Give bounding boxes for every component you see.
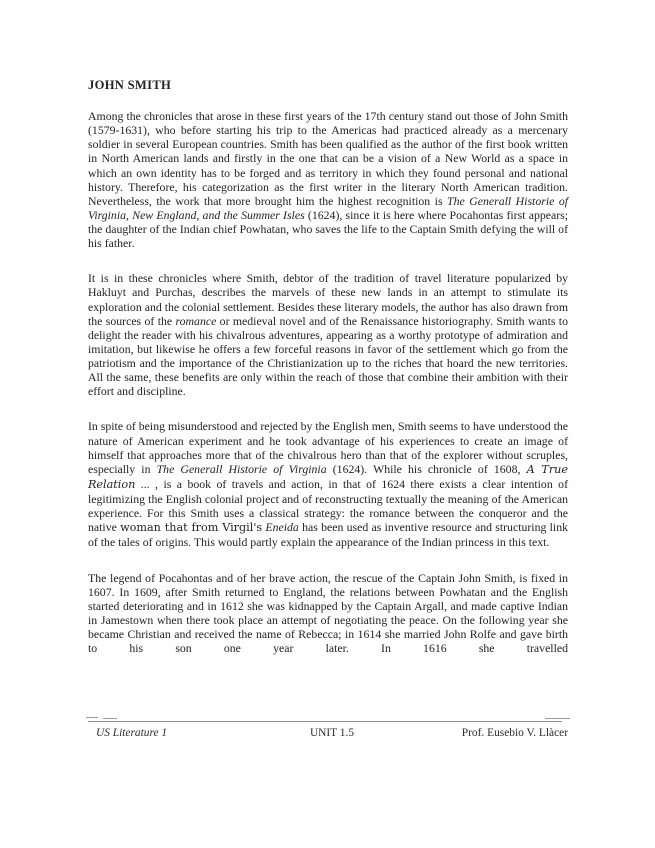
paragraph-1 — [88, 109, 568, 250]
text-segment: Among the chronicles that arose in these first years of the 17th century stand out those of John Smith (1579-1631), who before starting his trip to the Americas had practiced already as a mercenary soldier in several European countries. Smith has been qualified as the author of the first book written in North American lands and firstly in the one that can be a vision of a New World as a space in which an own identity has to be forged and as territory in which they found personal and national history. Therefore, his categorization as the first writer in the literary North American tradition. Nevertheless, the work that more brought him the highest recognition is — [88, 109, 568, 208]
text-segment: In spite of being misunderstood and rejected by the English men, Smith seems to have understood the nature of American experiment and he took advantage of his experiences to create an image of himself that approaches more that of the chivalrous hero than that of the explorer without scruples, especially in — [88, 419, 568, 476]
text-segment-alt-italic: A True Relation — [88, 462, 569, 491]
footer-unit: UNIT 1.5 — [309, 727, 355, 739]
text-segment-italic: Eneida — [265, 520, 299, 535]
paragraph-3 — [88, 419, 568, 549]
text-segment: The legend of Pocahontas and of her brave action, the rescue of the Captain John Smith, is fixed in 1607. In 1609, after Smith returned to England, the relations between Powhatan and the English started deteriorating and in 1612 she was kidnapped by the Captain Argall, and made captive Indian in Jamestown when there took place an attempt of negotiating the peace. On the following year she became Christian and received the name of Rebecca; in 1614 she married John Rolfe and gave birth to his son one year later. In 1616 she travelled — [88, 570, 568, 656]
text-segment: ... , is a book of travels and action, in that of 1624 there exists a clear intention of legitimizing the English colonial project and of reconstructing textually the meaning of the American experience. For this Smith uses a classical strategy: the romance between the conqueror and the native — [88, 476, 569, 535]
footer-course: US Literature 1 — [96, 727, 168, 739]
text-segment: or medieval novel and of the Renaissance historiography. Smith wants to delight the reader with his chivalrous adventures, appearing as a worthy prototype of admiration and imitation, but likewise he offers a few forceful reasons in favor of the settlement which go from the patriotism and the importance of the Christianization up to the riches that hoard the new territories. All the same, these benefits are only within the reach of those that combine their ambition with their effort and discipline. — [88, 313, 568, 399]
page-title: JOHN SMITH — [88, 78, 172, 92]
text-segment-italic: The Generall Historie of Virginia, New England, and the Summer Isles — [88, 193, 569, 222]
paragraph-4 — [88, 571, 568, 656]
footer-professor: Prof. Eusebio V. Llàcer — [461, 727, 568, 739]
text-segment-italic: The Generall Historie of Virginia — [156, 461, 327, 476]
text-segment: It is in these chronicles where Smith, debtor of the tradition of travel literature popularized by Hakluyt and Purchas, describes the marvels of these new lands in an attempt to stimulate its exploration and the colonial settlement. Besides these literary models, the author has also drawn from the sources of the — [88, 271, 568, 328]
text-segment: has been used as inventive resource and structuring link of the tales of origins. This would partly explain the appearance of the Indian princess in this text. — [88, 520, 568, 550]
paragraph-2 — [88, 271, 568, 398]
text-segment-alt: woman that from Virgil's — [120, 521, 263, 535]
text-segment-italic: romance — [175, 313, 217, 328]
text-segment: (1624), since it is here where Pocahontas first appears; the daughter of the Indian chief Powhatan, who saves the life to the Captain Smith defying the will of his father. — [88, 207, 569, 251]
footer-row — [88, 727, 568, 740]
rule-dash — [103, 718, 117, 719]
page-footer — [88, 716, 568, 740]
text-column — [88, 78, 568, 676]
footer-rule — [88, 721, 562, 722]
text-segment: (1624). While his chronicle of 1608, — [332, 461, 521, 476]
